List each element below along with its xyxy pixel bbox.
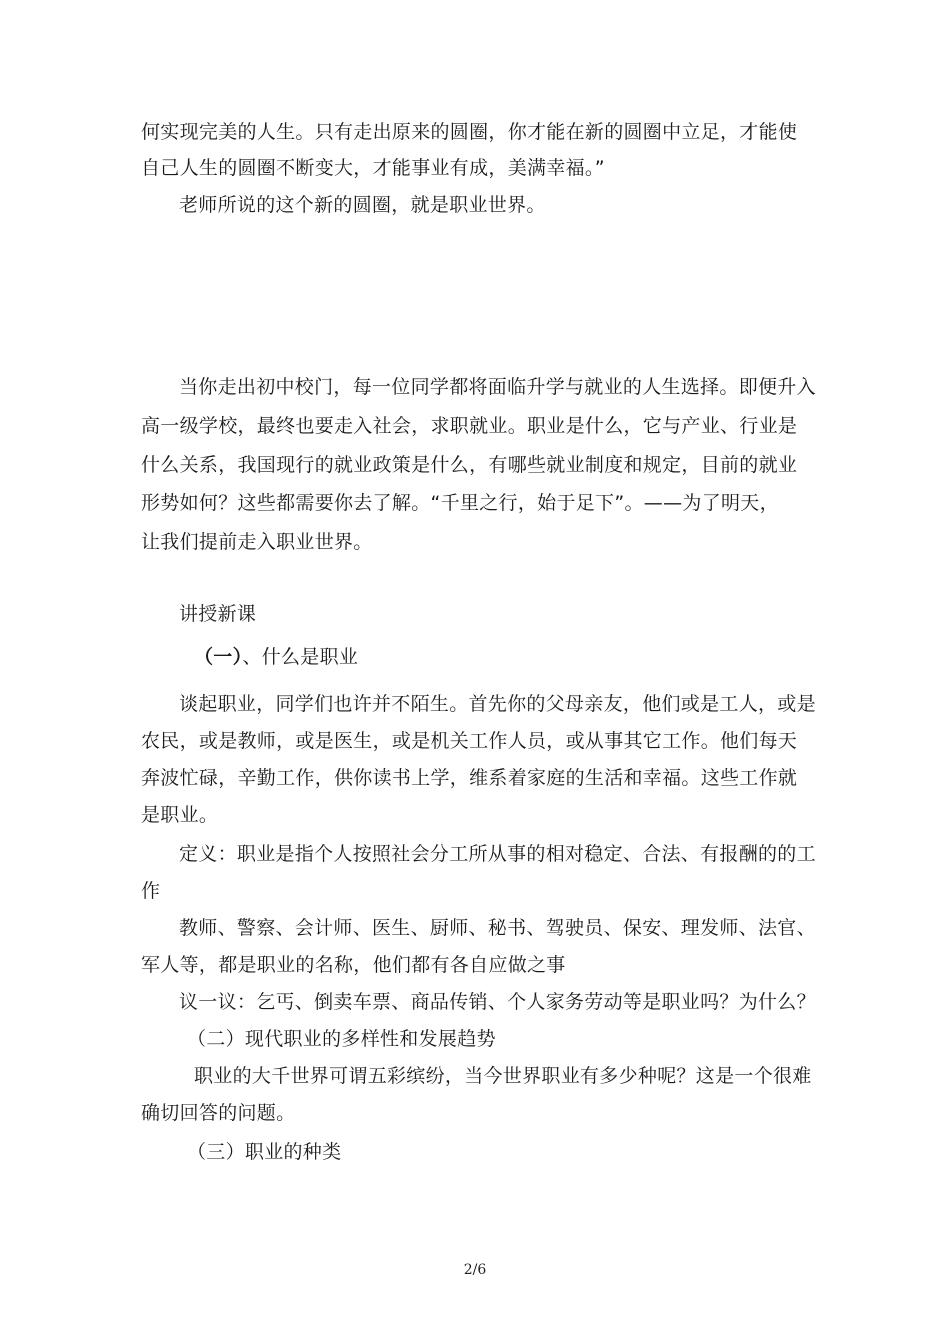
discussion-line: 议一议：乞丐、倒卖车票、商品传销、个人家务劳动等是职业吗？为什么？ <box>179 991 816 1013</box>
subsection-heading: （三）职业的种类 <box>187 1141 342 1163</box>
section-heading: 讲授新课 <box>179 603 257 625</box>
subsection-heading: （二）现代职业的多样性和发展趋势 <box>187 1028 496 1050</box>
paragraph-line: 形势如何？这些都需要你去了解。“千里之行，始于足下”。——为了明天， <box>141 492 779 514</box>
paragraph-line: 老师所说的这个新的圆圈，就是职业世界。 <box>179 194 546 216</box>
page-number: 2/6 <box>463 1262 487 1278</box>
subsection-heading <box>194 645 874 669</box>
subsection-number: （一） <box>194 646 243 668</box>
subsection-title: 、什么是职业 <box>242 646 359 668</box>
paragraph-line: 高一级学校，最终也要走入社会，求职就业。职业是什么，它与产业、行业是 <box>141 415 798 437</box>
definition-line: 定义：职业是指个人按照社会分工所从事的相对稳定、合法、有报酬的的工 <box>179 843 816 865</box>
paragraph-line: 奔波忙碌，辛勤工作，供你读书上学，维系着家庭的生活和幸福。这些工作就 <box>141 767 798 789</box>
paragraph-line: 当你走出初中校门，每一位同学都将面临升学与就业的人生选择。即便升入 <box>179 376 816 398</box>
paragraph-line: 谈起职业，同学们也许并不陌生。首先你的父母亲友，他们或是工人，或是 <box>179 693 816 715</box>
definition-line: 作 <box>141 880 161 902</box>
paragraph-line: 军人等，都是职业的名称，他们都有各自应做之事 <box>141 954 566 976</box>
paragraph-line: 让我们提前走入职业世界。 <box>141 531 373 553</box>
paragraph-line: 确切回答的问题。 <box>141 1102 296 1124</box>
paragraph-line: 是职业。 <box>141 804 219 826</box>
paragraph-line: 教师、警察、会计师、医生、厨师、秘书、驾驶员、保安、理发师、法官、 <box>179 917 816 939</box>
paragraph-line: 自己人生的圆圈不断变大，才能事业有成，美满幸福。” <box>141 157 605 179</box>
paragraph-line: 农民，或是教师，或是医生，或是机关工作人员，或从事其它工作。他们每天 <box>141 730 798 752</box>
paragraph-line: 何实现完美的人生。只有走出原来的圆圈，你才能在新的圆圈中立足，才能使 <box>141 121 798 143</box>
paragraph-line: 什么关系，我国现行的就业政策是什么，有哪些就业制度和规定，目前的就业 <box>141 454 798 476</box>
paragraph-line: 职业的大千世界可谓五彩缤纷，当今世界职业有多少种呢？这是一个很难 <box>194 1065 812 1087</box>
